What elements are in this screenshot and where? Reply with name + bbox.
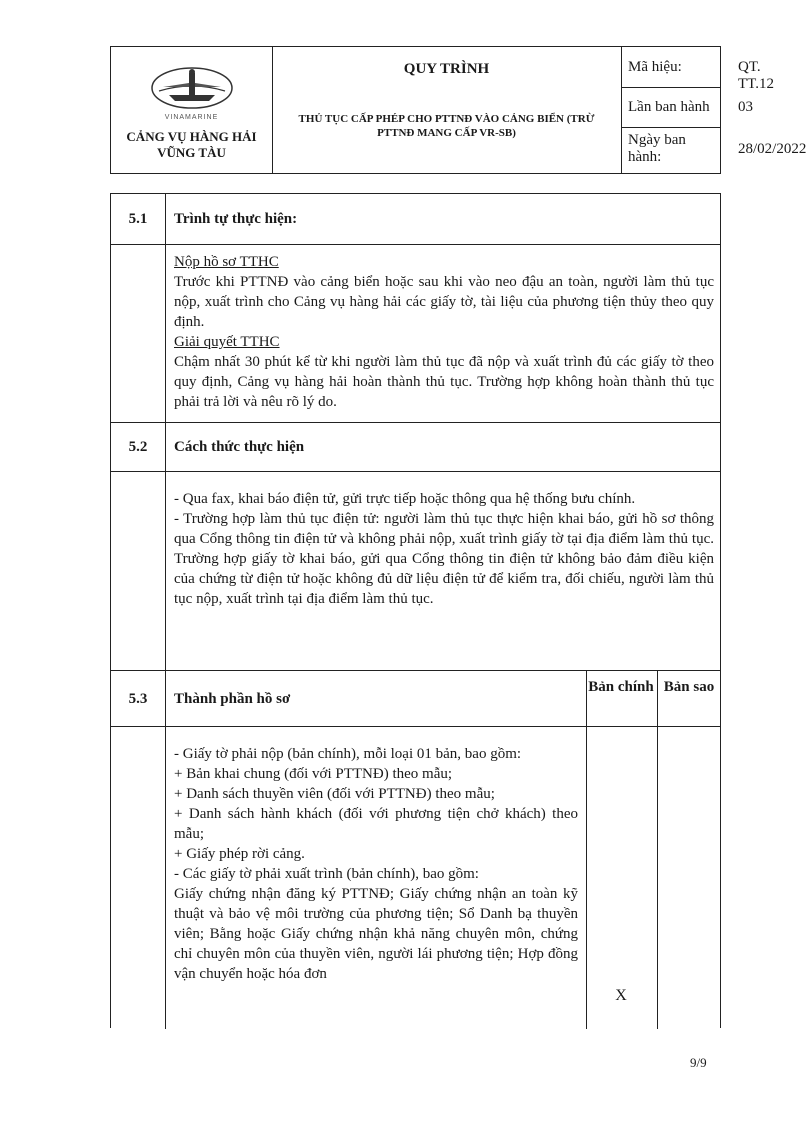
list-item: Giấy chứng nhận đăng ký PTTNĐ; Giấy chứng nhận an toàn kỹ thuật và bảo vệ môi trường của phương tiện; Sổ Danh bạ thuyền viên; Bằng hoặc Giấy chứng nhận khả năng chuyên môn, chứng chỉ chuyên môn của thuyền viên, người lái phương tiện; Hợp đồng vận chuyển hoặc hóa đơn [174,886,578,982]
page-number: 9/9 [690,1055,707,1070]
row-divider [111,244,720,245]
list-item: + Giấy phép rời cảng. [174,846,305,862]
list-item: - Trường hợp làm thủ tục điện tử: người làm thủ tục thực hiện khai báo, gửi hồ sơ thông qua Cổng thông tin điện tử và không phải nộp, xuất trình giấy tờ tại địa điểm làm thủ tục. Trường hợp giấy tờ khai báo, gửi qua Cổng thông tin điện tử không bảo đảm điều kiện của chứng từ điện tử hoặc không đủ dữ liệu điện tử để kiểm tra, đối chiếu, người làm thủ tục nộp, xuất trình tại địa điểm làm thủ tục. [174,511,714,607]
row-divider [111,471,720,472]
row-divider [111,422,720,423]
list-item: + Danh sách thuyền viên (đối với PTTNĐ) theo mẫu; [174,786,495,802]
issue-value: 03 [738,99,753,115]
list-item: + Bản khai chung (đối với PTTNĐ) theo mẫu; [174,766,453,782]
logo-caption: VINAMARINE [164,114,219,121]
subheading-resolve: Giải quyết TTHC [174,334,280,350]
section-5-2-content [174,489,714,609]
meta-cell [621,47,806,173]
column-divider [657,670,658,1029]
code-value: QT. TT.12 [738,59,774,92]
list-item: - Qua fax, khai báo điện tử, gửi trực tiếp hoặc thông qua hệ thống bưu chính. [174,491,636,507]
section-title: Trình tự thực hiện: [174,211,298,227]
paragraph-submit: Trước khi PTTNĐ vào cảng biển hoặc sau khi vào neo đậu an toàn, người làm thủ tục nộp, xuất trình cho Cảng vụ hàng hải các giấy tờ, tài liệu của phương tiện thủy theo quy định. [174,274,714,330]
issue-row [621,87,753,128]
issue-label: Lần ban hành [628,99,710,115]
procedure-table [110,193,721,1028]
section-number: 5.3 [128,691,148,707]
section-title: Cách thức thực hiện [174,439,305,455]
list-item: + Danh sách hành khách (đối với phương tiện chở khách) theo mẫu; [174,806,578,842]
date-row [621,127,806,173]
section-number: 5.1 [128,211,148,227]
section-5-1-content [174,252,714,412]
title-cell [272,47,622,173]
subheading-submit: Nộp hồ sơ TTHC [174,254,279,270]
date-value: 28/02/2022 [738,141,806,157]
column-header-copy: Bản sao [663,679,715,695]
original-copy-mark: X [615,987,627,1004]
column-header-original: Bản chính [588,679,654,695]
code-row [621,47,774,92]
code-label: Mã hiệu: [628,59,682,75]
org-name: CẢNG VỤ HÀNG HẢI VŨNG TÀU [126,129,257,160]
vinamarine-logo [149,63,235,113]
row-divider [111,726,720,727]
document-type: QUY TRÌNH [403,61,490,77]
row-divider [111,670,720,671]
section-number: 5.2 [128,439,148,455]
document-header [110,46,806,174]
paragraph-resolve: Chậm nhất 30 phút kể từ khi người làm thủ tục đã nộp và xuất trình đủ các giấy tờ theo quy định, Cảng vụ hàng hải hoàn thành thủ tục. Trường hợp không hoàn thành thủ tục phải trả lời và nêu rõ lý do. [174,354,714,410]
org-cell [111,47,273,173]
column-divider [165,194,166,1029]
document-title: THỦ TỤC CẤP PHÉP CHO PTTNĐ VÀO CẢNG BIỂN (TRỪ PTTNĐ MANG CẤP VR-SB) [298,113,595,139]
list-item: - Giấy tờ phải nộp (bản chính), mỗi loại 01 bản, bao gồm: [174,746,522,762]
column-divider [586,670,587,1029]
list-item: - Các giấy tờ phải xuất trình (bản chính), bao gồm: [174,866,479,882]
section-title: Thành phần hồ sơ [174,691,291,707]
section-5-3-content [174,744,578,984]
date-label: Ngày ban hành: [628,132,686,165]
